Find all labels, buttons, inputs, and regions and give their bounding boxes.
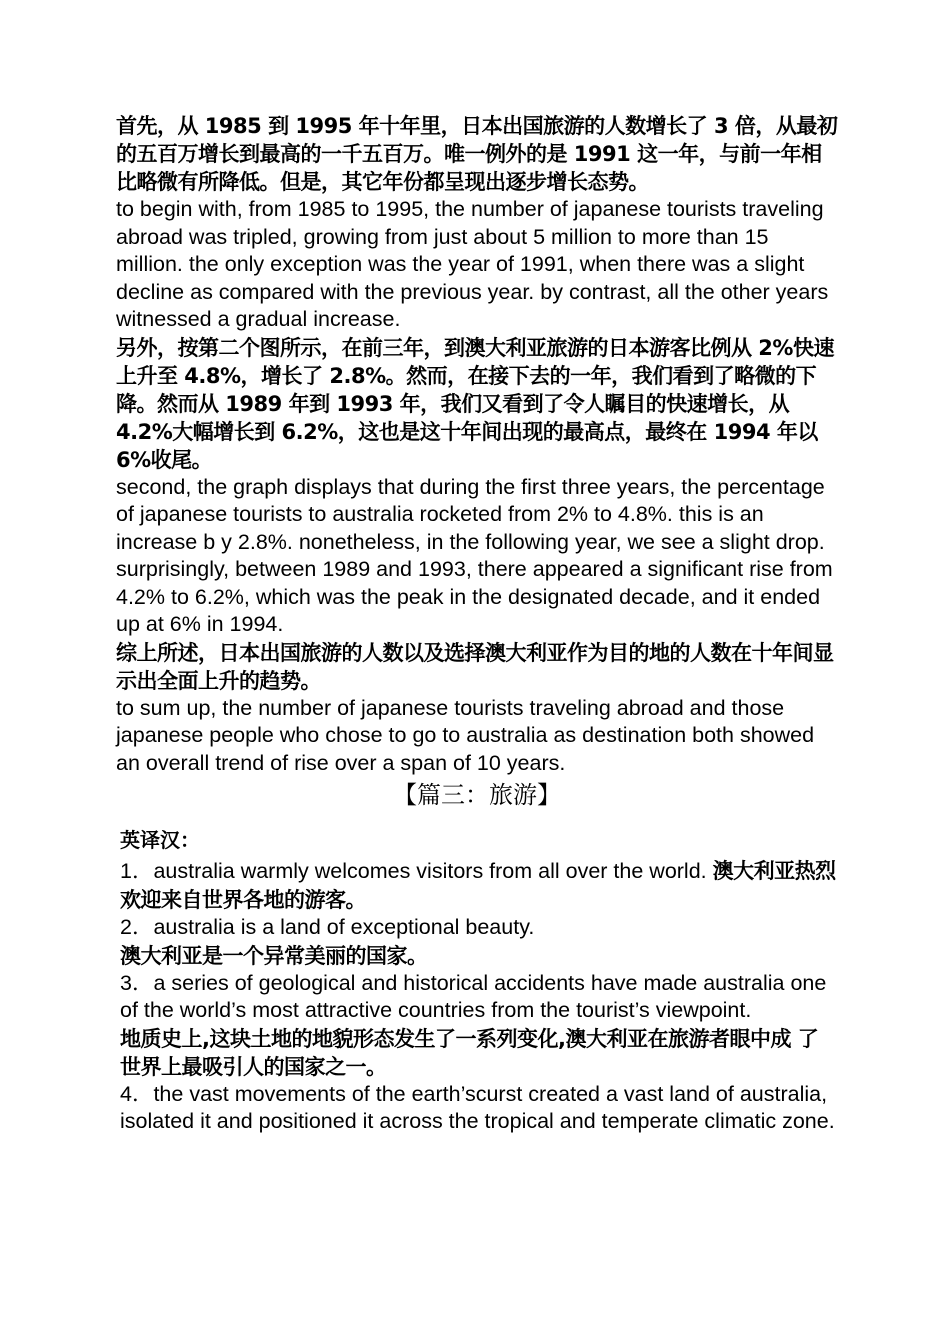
list-item-1-chinese: 澳大利亚热烈欢迎来自世界各地的游客。: [120, 859, 836, 912]
list-item-2-chinese: 澳大利亚是一个异常美丽的国家。: [120, 943, 428, 968]
paragraph-2-chinese: 另外，按第二个图所示，在前三年，到澳大利亚旅游的日本游客比例从 2%快速上升至 4.8%，增长了 2.8%。然而，在接下去的一年，我们看到了略微的下降。然而从 1989 年到 1993 年，我们又看到了令人瞩目的快速增长，从 4.2%大幅增长到 6.2%，这也是这十年间出现的最高点，最终在 1994 年以 6%收尾。: [116, 335, 834, 472]
list-item-1-english: 1．australia warmly welcomes visitors from all over the world.: [120, 859, 707, 883]
paragraph-3-english: to sum up, the number of japanese tourists traveling abroad and those japanese people who chose to go to australia as destination both showed an overall trend of rise over a span of 10 years.: [116, 695, 815, 775]
paragraph-2-english: second, the graph displays that during the first three years, the percentage of japanese tourists to australia rocketed from 2% to 4.8%. this is an increase b y 2.8%. nonetheless, in the following year, we see a slight drop. surprisingly, between 1989 and 1993, there appeared a significant rise from 4.2% to 6.2%, which was the peak in the designated decade, and it ended up at 6% in 1994.: [116, 474, 833, 636]
document-page: [116, 112, 838, 1136]
list-item-3-english: 3．a series of geological and historical accidents have made australia one of the world’s most attractive countries from the tourist’s viewpoint.: [120, 970, 827, 1022]
list-item-1: [116, 857, 838, 914]
list-item-2-english: 2．australia is a land of exceptional beauty.: [120, 915, 535, 939]
list-item-4-english: 4．the vast movements of the earth’scurst created a vast land of australia, isolated it and positioned it across the tropical and temperate climatic zone.: [120, 1081, 835, 1133]
section-title: 【篇三：旅游】: [393, 781, 561, 809]
paragraph-1-english: to begin with, from 1985 to 1995, the number of japanese tourists traveling abroad was tripled, growing from just about 5 million to more than 15 million. the only exception was the year of 1991, when there was a slight decline as compared with the previous year. by contrast, all the other years witnessed a gradual increase.: [116, 197, 829, 331]
paragraph-3-chinese: 综上所述，日本出国旅游的人数以及选择澳大利亚作为目的地的人数在十年间显示出全面上升的趋势。: [116, 640, 834, 693]
paragraph-1-chinese: 首先，从 1985 到 1995 年十年里，日本出国旅游的人数增长了 3 倍，从最初的五百万增长到最高的一千五百万。唯一例外的是 1991 这一年，与前一年相比略微有所降低。但是，其它年份都呈现出逐步增长态势。: [116, 114, 838, 194]
list-item-3-chinese: 地质史上,这块土地的地貌形态发生了一系列变化,澳大利亚在旅游者眼中成 了世界上最吸引人的国家之一。: [120, 1026, 819, 1079]
section-subtitle: 英译汉：: [120, 828, 200, 852]
